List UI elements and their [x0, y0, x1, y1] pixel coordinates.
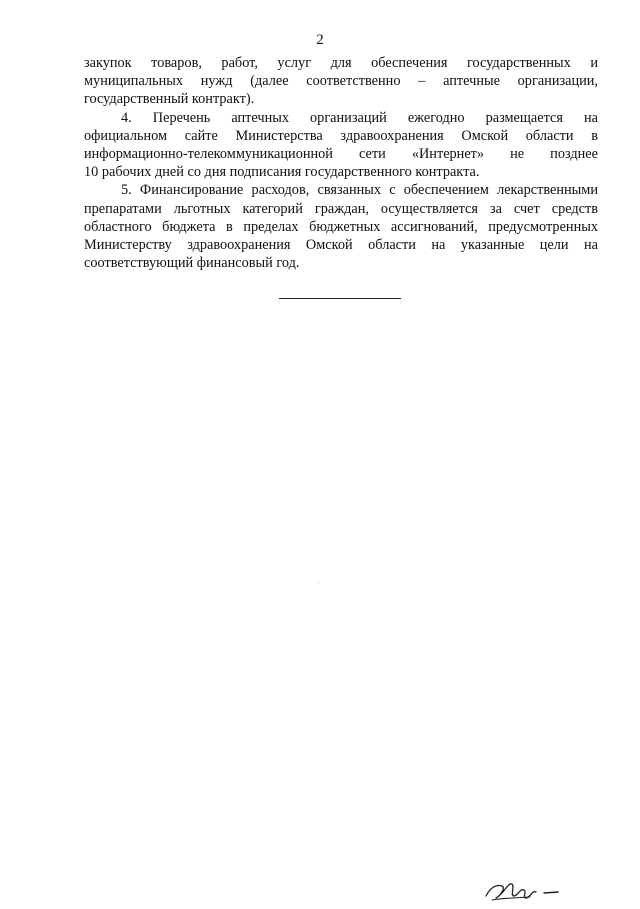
text-line: 5. Финансирование расходов, связанных с обеспечением лекарственными [121, 182, 598, 199]
text-line: информационно-телекоммуникационной сети «Интернет» не позднее [84, 146, 598, 163]
text-line: официальном сайте Министерства здравоохранения Омской области в [84, 127, 598, 144]
text-line: соответствующий финансовый год. [84, 255, 300, 272]
text-line: закупок товаров, работ, услуг для обеспечения государственных и [84, 55, 598, 71]
text-line: государственный контракт). [84, 91, 255, 108]
handwritten-signature [482, 874, 582, 904]
document-body [84, 54, 598, 272]
signature-mark [482, 874, 582, 904]
text-line: 10 рабочих дней со дня подписания государственного контракта. [84, 164, 480, 181]
page-number: 2 [316, 32, 324, 48]
paragraph-item-4 [84, 109, 598, 182]
text-line: 4. Перечень аптечных организаций ежегодно размещается на [121, 109, 598, 126]
paragraph-item-5 [84, 181, 598, 272]
text-line: областного бюджета в пределах бюджетных ассигнований, предусмотренных [84, 218, 598, 235]
scan-speck [318, 582, 319, 583]
text-line: муниципальных нужд (далее соответственно – аптечные организации, [84, 73, 598, 90]
text-line: препаратами льготных категорий граждан, осуществляется за счет средств [84, 200, 598, 217]
end-separator-line [279, 298, 401, 299]
paragraph-continuation [84, 54, 598, 109]
text-line: Министерству здравоохранения Омской области на указанные цели на [84, 237, 598, 254]
